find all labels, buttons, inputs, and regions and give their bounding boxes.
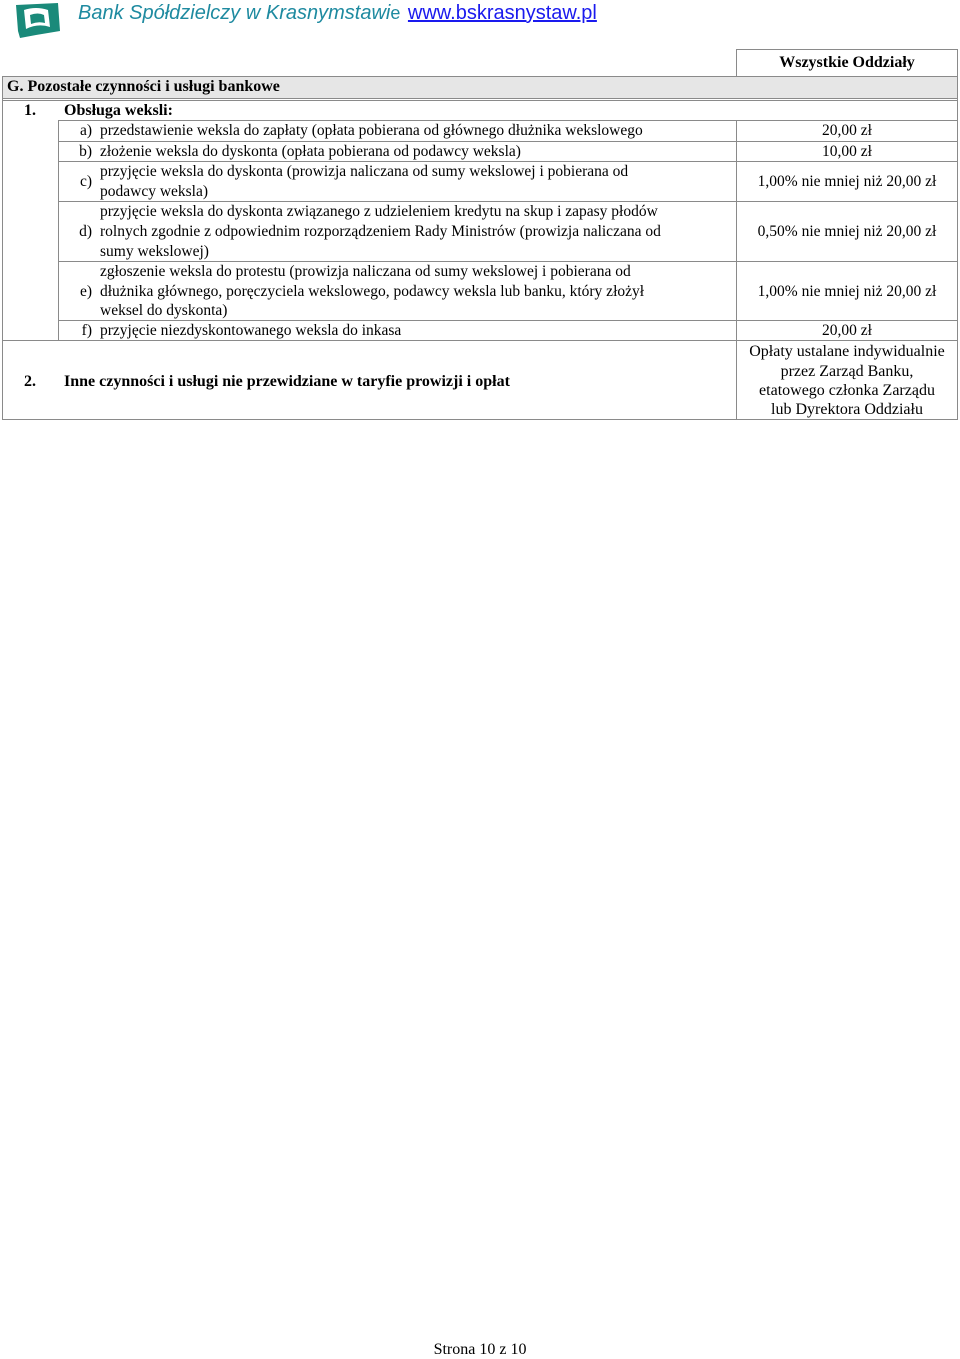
item-fee-line: lub Dyrektora Oddziału xyxy=(771,401,923,418)
item-fee-line: przez Zarząd Banku, xyxy=(780,363,914,380)
item-fee: 20,00 zł xyxy=(822,122,872,139)
item-description-line: zgłoszenie weksla do protestu (prowizja naliczana od sumy wekslowej i pobierana od xyxy=(100,263,631,280)
item-fee: 1,00% nie mniej niż 20,00 zł xyxy=(757,283,937,300)
bank-name xyxy=(78,2,597,25)
item-letter: f) xyxy=(81,322,92,339)
item-description-line: podawcy weksla) xyxy=(100,183,209,200)
item-letter: c) xyxy=(79,173,92,190)
item-description-line: weksel do dyskonta) xyxy=(100,302,228,319)
item-letter: d) xyxy=(79,223,92,240)
page-number: Strona 10 z 10 xyxy=(433,1341,527,1358)
item-letter: b) xyxy=(79,143,92,160)
bank-name-tail: e xyxy=(390,3,401,23)
column-header-branches: Wszystkie Oddziały xyxy=(779,54,915,71)
item-description-line: dłużnika głównego, poręczyciela wekslowego, podawcy weksla lub banku, który złożył xyxy=(100,283,645,300)
item-description-line: przyjęcie weksla do dyskonta (prowizja naliczana od sumy wekslowej i pobierana od xyxy=(100,163,629,180)
page-header xyxy=(10,0,950,40)
item-description: przedstawienie weksla do zapłaty (opłata pobierana od głównego dłużnika wekslowego xyxy=(100,122,643,139)
item-fee: 0,50% nie mniej niż 20,00 zł xyxy=(757,223,937,240)
item-fee: 1,00% nie mniej niż 20,00 zł xyxy=(757,173,937,190)
item-description: złożenie weksla do dyskonta (opłata pobierana od podawcy weksla) xyxy=(100,143,521,160)
item-letter: a) xyxy=(79,122,92,139)
item-description-line: przyjęcie weksla do dyskonta związanego z udzieleniem kredytu na skup i zapasy płodów xyxy=(100,203,658,220)
item-description: przyjęcie niezdyskontowanego weksla do inkasa xyxy=(100,322,402,339)
website-link[interactable]: www.bskrasnystaw.pl xyxy=(407,2,597,24)
bank-name-text: Bank Spółdzielczy w Krasnymstawi xyxy=(78,2,391,24)
group-title: Obsługa weksli: xyxy=(64,102,173,119)
item-letter: e) xyxy=(79,283,92,300)
item-fee-line: etatowego członka Zarządu xyxy=(759,382,935,399)
group-number: 2. xyxy=(24,373,36,390)
item-fee: 20,00 zł xyxy=(822,322,872,339)
bank-logo-icon xyxy=(12,1,64,39)
item-fee-line: Opłaty ustalane indywidualnie xyxy=(749,343,945,360)
group-number: 1. xyxy=(24,102,36,119)
group-title: Inne czynności i usługi nie przewidziane w taryfie prowizji i opłat xyxy=(64,373,510,390)
item-description-line: rolnych zgodnie z odpowiednim rozporządzeniem Rady Ministrów (prowizja naliczana od xyxy=(100,223,661,240)
item-description-line: sumy wekslowej) xyxy=(100,243,209,260)
section-title: G. Pozostałe czynności i usługi bankowe xyxy=(7,78,280,95)
item-fee: 10,00 zł xyxy=(822,143,872,160)
